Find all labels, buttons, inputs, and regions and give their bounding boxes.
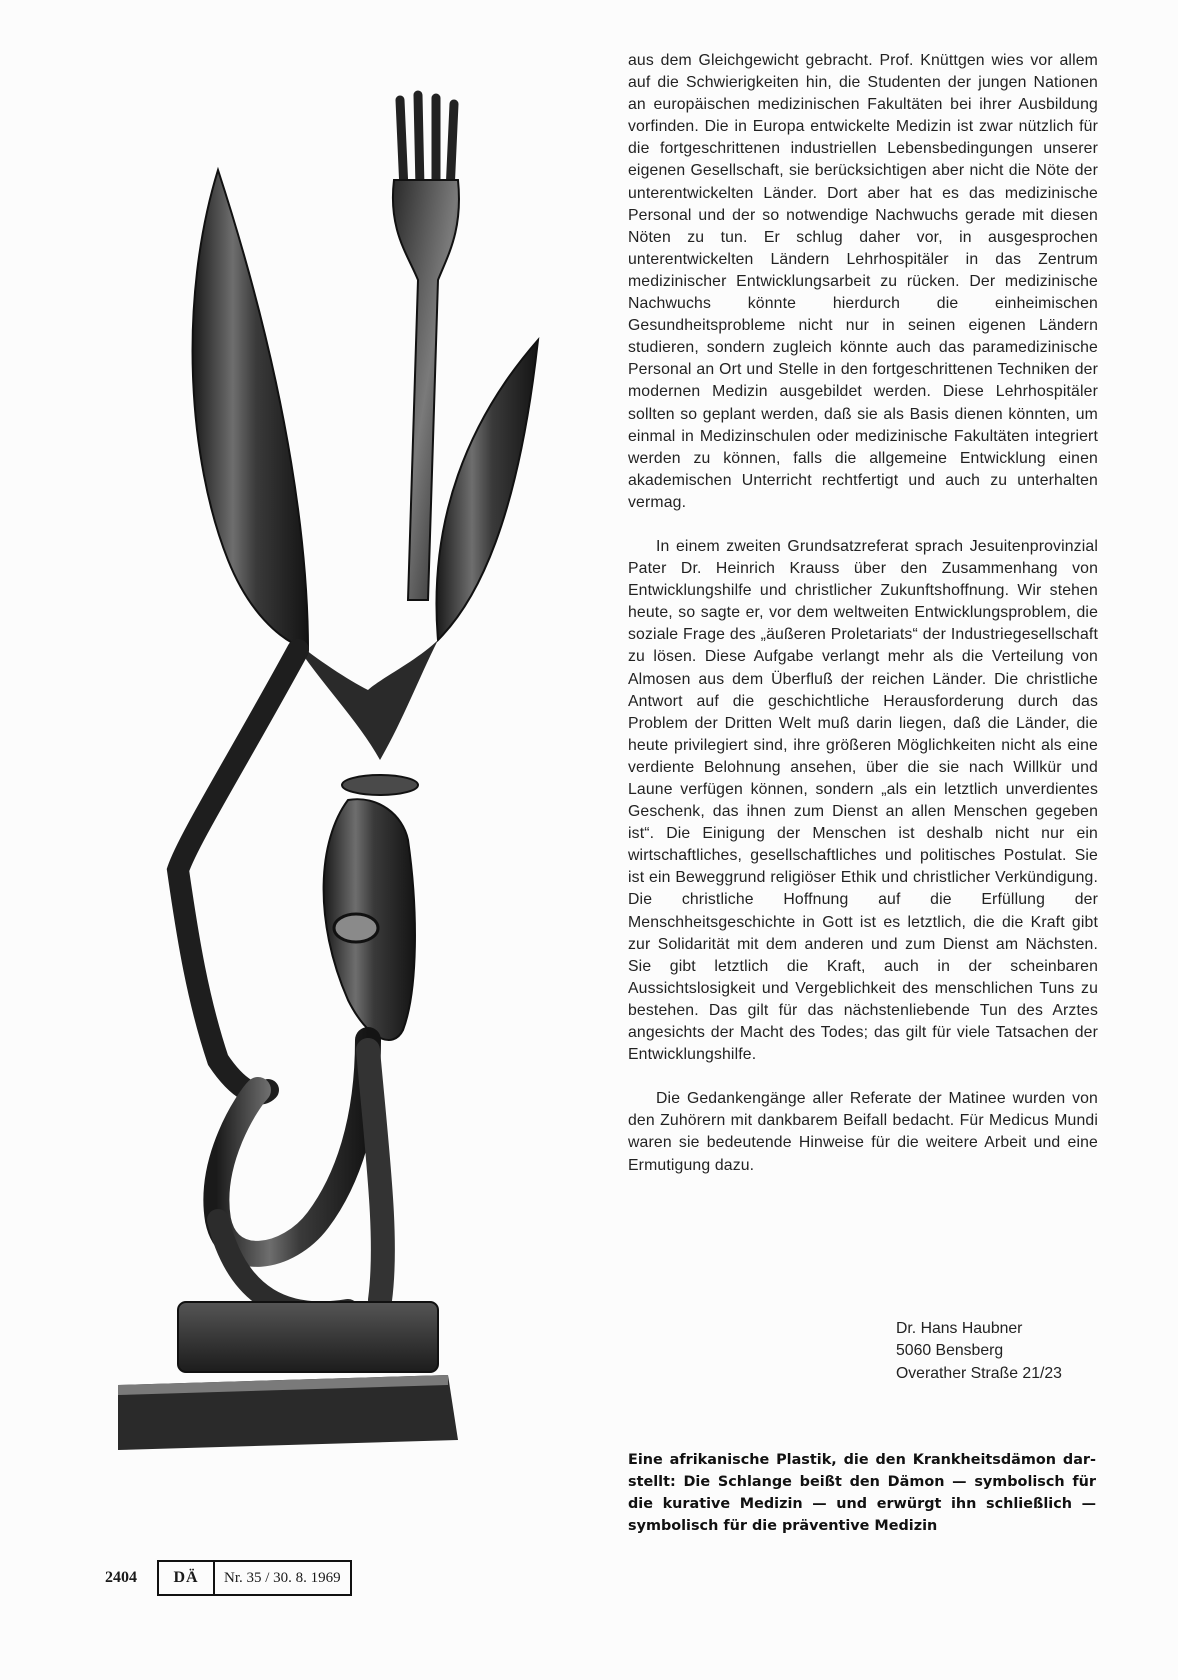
author-city: 5060 Bensberg: [896, 1342, 1004, 1360]
sculpture-photo: [118, 40, 594, 1560]
author-name: Dr. Hans Haubner: [896, 1320, 1023, 1337]
page-number: 2404: [105, 1569, 137, 1586]
article-paragraph-2: In einem zweiten Grundsatzreferat sprach Jesuitenprovinzial Pater Dr. Heinrich Krauss über den Zusammenhang von Entwicklungshilfe und christlicher Zukunftshoffnung. Wir stehen heute, so sagte er, vor dem weltweiten Entwicklungsproblem, die soziale Frage des „äußeren Proletariats“ der Industriegesellschaft zu lösen. Diese Aufgabe verlangt mehr als die Verteilung von Almosen aus dem Überfluß der reichen Länder. Die christliche Antwort auf die geschichtliche Herausforderung durch das Problem der Dritten Welt muß darin liegen, daß die Länder, die heute privilegiert sind, ihre größeren Möglichkeiten nicht als eine verdiente Belohnung ansehen, über die sie nach Willkür und Laune verfügen können, sondern „als ein letztlich unverdientes Geschenk, das ihnen zum Dienst an allen Menschen gegeben ist“. Die Einigung der Menschen ist deshalb nicht nur ein wirtschaftliches, gesellschaftliches und politisches Postulat. Sie ist ein Beweggrund religiöser Ethik und christlicher Verkündigung. Die christliche Hoffnung auf die Erfüllung der Menschheitsgeschichte in Gott ist es letztlich, die die Kraft gibt zur Solidarität mit dem anderen und zum Dienst am Nächsten. Sie gibt letztlich die Kraft, auch in der scheinbaren Aussichtslosigkeit und Vergeblichkeit des menschlichen Tuns zu bestehen. Das gilt für das nächstenliebende Tun des Arztes angesichts der Macht des Todes; das gilt für viele Tatsachen der Entwicklungshilfe.: [628, 537, 1098, 1064]
journal-masthead-box: [157, 1560, 352, 1596]
author-signature: [896, 1318, 1062, 1385]
journal-logo: DÄ: [159, 1562, 215, 1594]
article-paragraph-1: aus dem Gleichgewicht gebracht. Prof. Knüttgen wies vor allem auf die Schwierigkeiten hin, die Studenten der jungen Nationen an europäischen medizinischen Fakultäten bei ihrer Ausbildung vorfinden. Die in Europa entwickelte Medizin ist zwar nützlich für die fortgeschrittenen industriellen Lebensbedingungen unserer eigenen Gesellschaft, sie berücksichtigen aber nicht die Nöte der unterentwickelten Länder. Dort aber hat es das medizinische Personal und der so notwendige Nachwuchs gerade mit diesen Nöten zu tun. Er schlug daher vor, in ausgesprochen unterentwickelten Ländern Lehrhospitäler in das Zentrum medizinischer Entwicklungsarbeit zu rücken. Der medizinische Nachwuchs könnte hierdurch die einheimischen Gesundheitsprobleme nicht nur in seinen eigenen Ländern studieren, sondern zugleich könnte auch das paramedizinische Personal an Ort und Stelle in den fortgeschrittenen Techniken der modernen Medizin ausgebildet werden. Diese Lehrhospitäler sollten so geplant werden, daß sie als Basis dienen könnten, um einmal in Medizinschulen oder medizinische Fakultäten integriert werden zu können, falls die allgemeine Entwicklung einen akademischen Unterricht rechtfertigt und auch zu unterhalten vermag.: [628, 52, 1098, 511]
issue-date: Nr. 35 / 30. 8. 1969: [224, 1569, 341, 1586]
author-street: Overather Straße 21/23: [896, 1364, 1062, 1382]
article-body: [628, 50, 1098, 1177]
page-footer: [105, 1561, 352, 1595]
sculpture-illustration: [118, 40, 594, 1560]
image-caption: Eine afrikanische Plastik, die den Krankheitsdämon darstellt: Die Schlange beißt den Dämon — symbolisch für die kurative Medizin — und erwürgt ihn schließlich — symbolisch für die präventive Medizin: [628, 1452, 1096, 1534]
article-paragraph-3: Die Gedankengänge aller Referate der Matinee wurden von den Zuhörern mit dankbarem Beifall bedacht. Für Medicus Mundi waren sie bedeutende Hinweise für die weitere Arbeit und eine Ermutigung dazu.: [628, 1090, 1098, 1174]
